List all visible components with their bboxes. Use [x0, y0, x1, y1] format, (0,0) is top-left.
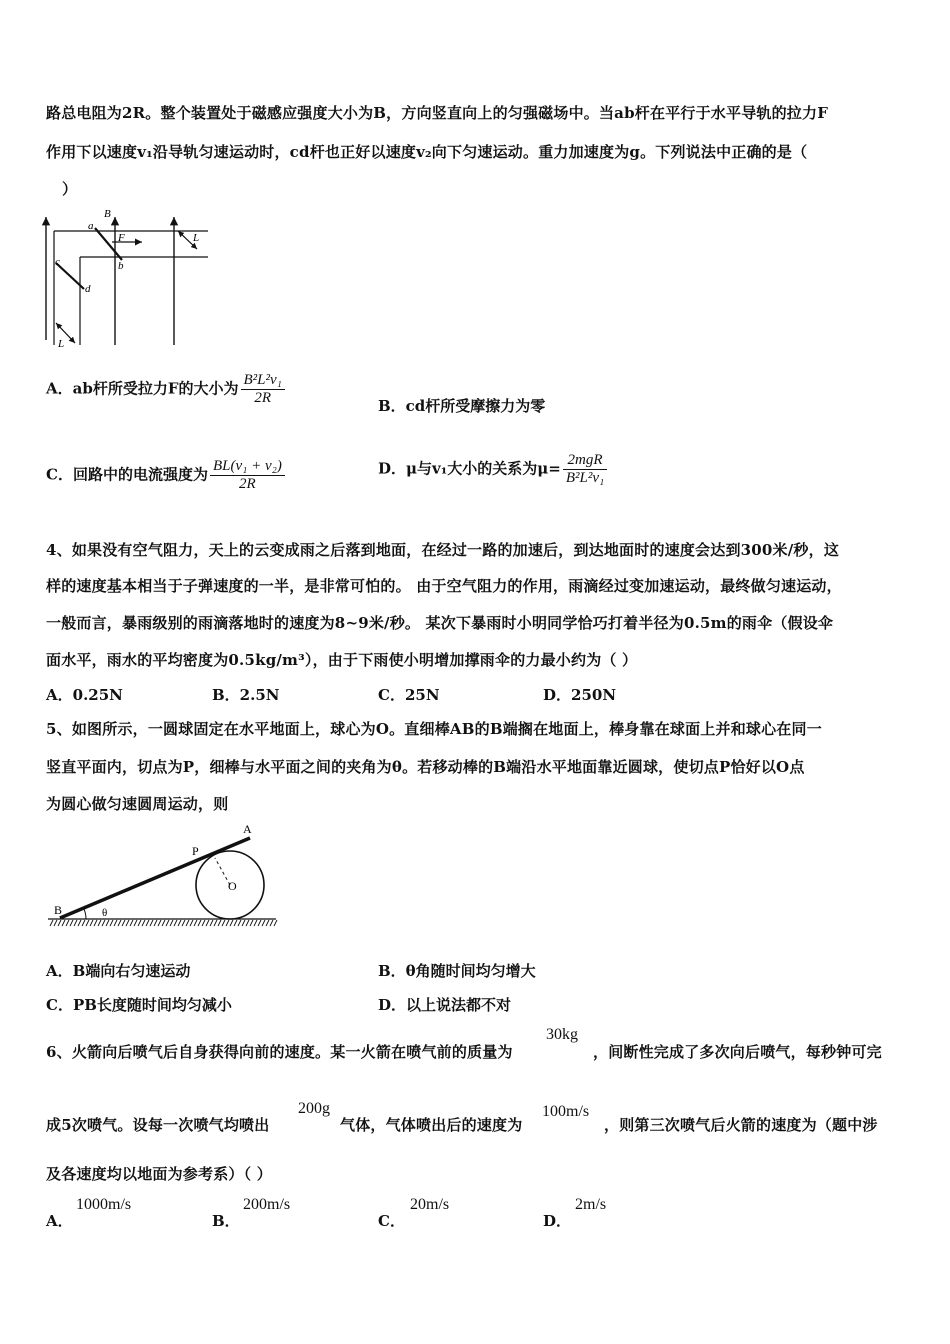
- ground-hatch-mark: [134, 920, 137, 926]
- ground-hatch-mark: [62, 920, 65, 926]
- ground-hatch-mark: [138, 920, 141, 926]
- ground-hatch-mark: [270, 920, 273, 926]
- ground-hatch-mark: [210, 920, 213, 926]
- q3-option-c[interactable]: [46, 458, 285, 493]
- ground-hatch-mark: [74, 920, 77, 926]
- fig-label-B: B: [54, 903, 63, 917]
- ground-hatch-mark: [254, 920, 257, 926]
- q3-option-a[interactable]: [46, 372, 285, 407]
- q4-text-line-4: 面水平，雨水的平均密度为0.5kg/m³），由于下雨使小明增加撑雨伞的力最小约为（ ）: [46, 651, 638, 669]
- ground-hatch-mark: [258, 920, 261, 926]
- ground-hatch-mark: [274, 920, 277, 926]
- q3-option-c-denominator: 2R: [239, 476, 256, 492]
- q3-option-b[interactable]: B．cd杆所受摩擦力为零: [378, 397, 546, 415]
- q3-option-d-fraction: [563, 452, 607, 487]
- ground-hatch-mark: [150, 920, 153, 926]
- fig-label-A: A: [243, 822, 252, 836]
- fig-label-theta: θ: [102, 907, 108, 919]
- q3-option-c-numerator: BL(v₁ + v₂): [210, 458, 285, 476]
- q6-option-d-label: D．: [543, 1212, 572, 1230]
- q4-text-line-2: 样的速度基本相当于子弹速度的一半，是非常可怕的。 由于空气阻力的作用，雨滴经过变加速运动，最终做匀速运动，: [46, 577, 842, 595]
- ground-hatch-mark: [70, 920, 73, 926]
- q6-text-line-3: 及各速度均以地面为参考系）（ ）: [46, 1165, 272, 1183]
- q5-option-d[interactable]: D．以上说法都不对: [378, 996, 512, 1014]
- q5-text-line-3: 为圆心做匀速圆周运动，则: [46, 795, 229, 813]
- ground-hatch-mark: [246, 920, 249, 926]
- ground-hatch-mark: [118, 920, 121, 926]
- q6-text-line-1-start: 6、火箭向后喷气后自身获得向前的速度。某一火箭在喷气前的质量为: [46, 1043, 513, 1061]
- q3-option-d-text: D．μ与v₁大小的关系为μ=: [378, 459, 561, 478]
- ground-hatch-mark: [226, 920, 229, 926]
- q5-text-line-1: 5、如图所示，一圆球固定在水平地面上，球心为O。直细棒AB的B端搁在地面上，棒身靠在球面上并和球心在同一: [46, 720, 822, 738]
- q6-text-line-2-mid: 气体，气体喷出后的速度为: [340, 1116, 523, 1134]
- ground-hatch-mark: [102, 920, 105, 926]
- ground-hatch-mark: [142, 920, 145, 926]
- q4-option-c[interactable]: C．25N: [378, 686, 440, 704]
- q6-option-c-label: C．: [378, 1212, 405, 1230]
- ground-hatch-mark: [154, 920, 157, 926]
- q6-option-a-label: A．: [46, 1212, 73, 1230]
- q3-option-c-text: C．回路中的电流强度为: [46, 465, 208, 484]
- ground-hatch-mark: [114, 920, 117, 926]
- fig-label-L-right: L: [193, 232, 200, 244]
- ground-hatch-mark: [174, 920, 177, 926]
- q6-option-b-value: 200m/s: [243, 1196, 291, 1213]
- ground-hatch-mark: [98, 920, 101, 926]
- ground-hatch-mark: [218, 920, 221, 926]
- ground-hatch-mark: [222, 920, 225, 926]
- ground-hatch-mark: [110, 920, 113, 926]
- q3-option-c-fraction: [210, 458, 285, 493]
- fig-label-d: d: [85, 283, 91, 295]
- ground-hatch-mark: [50, 920, 53, 926]
- q3-option-d[interactable]: [378, 452, 607, 487]
- ground-hatch-mark: [78, 920, 81, 926]
- q5-ball-rod-figure: [40, 818, 285, 936]
- q4-option-d[interactable]: D．250N: [543, 686, 617, 704]
- ground-hatch-mark: [182, 920, 185, 926]
- ground-hatch-mark: [166, 920, 169, 926]
- q6-option-c-value: 20m/s: [410, 1196, 450, 1213]
- q6-text-line-2-end: ，则第三次喷气后火箭的速度为（题中涉: [604, 1116, 878, 1134]
- q6-text-line-2-start: 成5次喷气。设每一次喷气均喷出: [46, 1116, 270, 1134]
- ground-hatch-mark: [82, 920, 85, 926]
- q6-option-d-value: 2m/s: [575, 1196, 607, 1213]
- ground-hatch-mark: [242, 920, 245, 926]
- q3-rails-figure: [40, 205, 220, 355]
- ground-hatch-mark: [266, 920, 269, 926]
- ground-hatch-mark: [178, 920, 181, 926]
- ground-hatch-mark: [186, 920, 189, 926]
- ground-hatch-mark: [162, 920, 165, 926]
- ground-hatch-mark: [94, 920, 97, 926]
- q6-option-a-value: 1000m/s: [76, 1196, 132, 1213]
- ground-hatch-mark: [194, 920, 197, 926]
- q3-option-a-text: A．ab杆所受拉力F的大小为: [46, 379, 239, 398]
- ground-hatch-mark: [126, 920, 129, 926]
- q6-rocket-mass: 30kg: [546, 1026, 578, 1043]
- ground-hatch-mark: [206, 920, 209, 926]
- q3-text-line-1: 路总电阻为2R。整个装置处于磁感应强度大小为B，方向竖直向上的匀强磁场中。当ab杆在平行于水平导轨的拉力F: [46, 104, 829, 122]
- fig-label-b: b: [118, 260, 124, 272]
- q3-option-a-numerator: B²L²v₁: [241, 372, 285, 390]
- q4-text-line-1: 4、如果没有空气阻力，天上的云变成雨之后落到地面，在经过一路的加速后，到达地面时的速度会达到300米/秒，这: [46, 541, 840, 559]
- fig-label-a: a: [88, 220, 94, 232]
- ground-hatch-mark: [170, 920, 173, 926]
- fig-label-c: c: [55, 256, 60, 268]
- ground-hatch-mark: [86, 920, 89, 926]
- ground-hatch-mark: [250, 920, 253, 926]
- fig-label-P: P: [192, 844, 199, 858]
- q6-option-b-label: B．: [212, 1212, 240, 1230]
- q6-gas-mass: 200g: [298, 1100, 330, 1117]
- ground-hatch-mark: [146, 920, 149, 926]
- q3-option-d-numerator: 2mgR: [563, 452, 607, 470]
- fig-label-F: F: [118, 232, 125, 244]
- ground-hatch-mark: [230, 920, 233, 926]
- q3-text-line-3: ）: [62, 180, 78, 198]
- ground-hatch-mark: [90, 920, 93, 926]
- q5-option-a[interactable]: A．B端向右匀速运动: [46, 962, 191, 980]
- ground-hatch-mark: [158, 920, 161, 926]
- q5-option-b[interactable]: B．θ角随时间均匀增大: [378, 962, 536, 980]
- ground-hatch-mark: [238, 920, 241, 926]
- ground-hatch-mark: [190, 920, 193, 926]
- ground-hatch-mark: [106, 920, 109, 926]
- q4-text-line-3: 一般而言，暴雨级别的雨滴落地时的速度为8~9米/秒。 某次下暴雨时小明同学恰巧打着半径为0.5m的雨伞（假设伞: [46, 614, 834, 632]
- q5-option-c[interactable]: C．PB长度随时间均匀减小: [46, 996, 232, 1014]
- q3-option-a-fraction: [241, 372, 285, 407]
- fig-label-L-bottom: L: [58, 338, 65, 350]
- ground-hatch-mark: [198, 920, 201, 926]
- ground-hatch-mark: [234, 920, 237, 926]
- q6-gas-speed: 100m/s: [542, 1103, 590, 1120]
- fig-label-O: O: [228, 879, 237, 893]
- ground-hatch-mark: [58, 920, 61, 926]
- ground-hatch-mark: [214, 920, 217, 926]
- ground-hatch-mark: [122, 920, 125, 926]
- ground-hatch-mark: [130, 920, 133, 926]
- ground-hatch-mark: [66, 920, 69, 926]
- q4-option-b[interactable]: B．2.5N: [212, 686, 280, 704]
- fig-label-B: B: [104, 208, 111, 220]
- q5-text-line-2: 竖直平面内，切点为P，细棒与水平面之间的夹角为θ。若移动棒的B端沿水平地面靠近圆球，使切点P恰好以O点: [46, 758, 805, 776]
- ground-hatch-mark: [262, 920, 265, 926]
- ground-hatch-mark: [202, 920, 205, 926]
- q6-text-line-1-end: ，间断性完成了多次向后喷气，每秒钟可完: [593, 1043, 882, 1061]
- q3-text-line-2: 作用下以速度v₁沿导轨匀速运动时，cd杆也正好以速度v₂向下匀速运动。重力加速度为g。下列说法中正确的是（: [46, 143, 808, 161]
- q3-option-d-denominator: B²L²v₁: [565, 470, 605, 486]
- q3-option-a-denominator: 2R: [254, 390, 272, 406]
- q4-option-a[interactable]: A．0.25N: [46, 686, 123, 704]
- ground-hatch-mark: [54, 920, 57, 926]
